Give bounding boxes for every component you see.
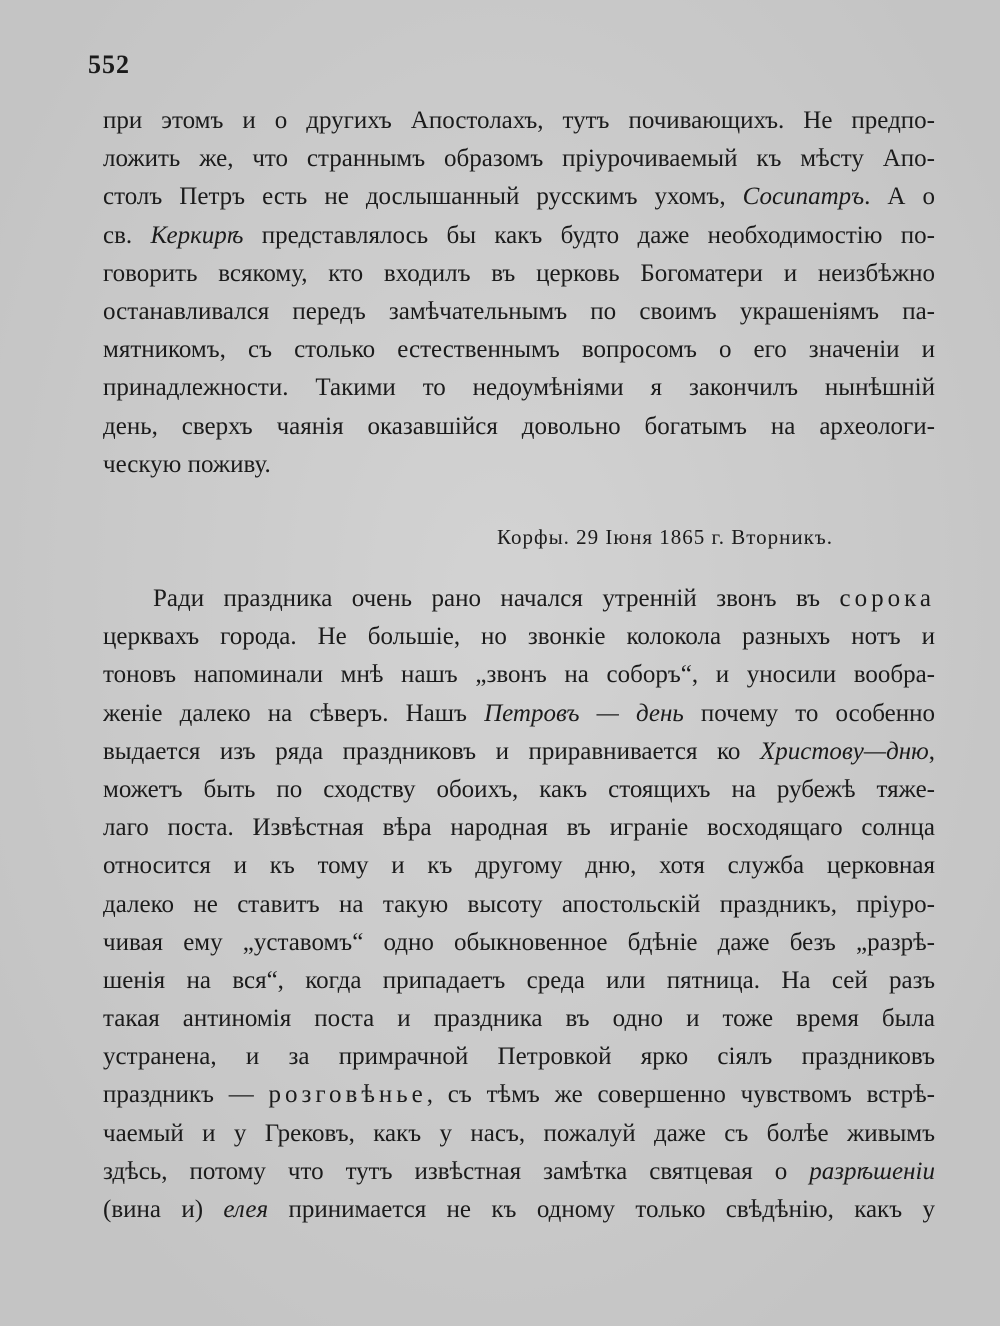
text-line: чаемый и у Грековъ, какъ у насъ, пожалуй даже съ болѣе живымъ: [103, 1119, 935, 1147]
text-line: принадлежности. Такими то недоумѣніями я закончилъ нынѣшній: [103, 374, 935, 402]
text-line: Ради праздника очень рано начался утренній звонъ въ сорока: [153, 585, 935, 612]
text-line: св. Керкирѣ представлялось бы какъ будто даже необходимостію по-: [103, 221, 935, 249]
text-line: женіе далеко на сѣверъ. Нашъ Петровъ — день почему то особенно: [103, 699, 935, 727]
text-line: чивая ему „уставомъ“ одно обыкновенное бдѣніе даже безъ „разрѣ-: [103, 928, 935, 956]
dateline: Корфы. 29 Іюня 1865 г. Вторникъ.: [497, 525, 833, 549]
text-line: устранена, и за примрачной Петровкой ярко сіялъ праздниковъ: [103, 1043, 935, 1071]
text-line: столъ Петръ есть не дослышанный русскимъ ухомъ, Сосипатръ. А о: [103, 183, 935, 211]
italic-phrase: Христову—дню: [759, 737, 929, 765]
italic-word: елея: [223, 1196, 269, 1223]
paragraph-2: [103, 580, 935, 1229]
text-line: день, сверхъ чаянія оказавшійся довольно богатымъ на археологи-: [103, 412, 935, 440]
text-line: тоновъ напоминали мнѣ нашъ „звонъ на соборъ“, и уносили вообра-: [103, 661, 935, 689]
text-line: мятникомъ, съ столько естественнымъ вопросомъ о его значеніи и: [103, 336, 935, 364]
paragraph-1: [103, 102, 935, 484]
text-line: относится и къ тому и къ другому дню, хотя служба церковная: [103, 852, 935, 880]
text-line: ческую поживу.: [103, 450, 271, 478]
text-line: такая антиномія поста и праздника въ одно и тоже время была: [103, 1005, 935, 1033]
italic-name: Керкирѣ: [150, 221, 244, 249]
page-number: 552: [88, 50, 130, 79]
text-line: выдается изъ ряда праздниковъ и приравнивается ко Христову—дню,: [103, 737, 935, 765]
text-line: лаго поста. Извѣстная вѣра народная въ играніе восходящаго солнца: [103, 814, 935, 842]
italic-name: Сосипатръ: [742, 183, 865, 211]
text-line: здѣсь, потому что тутъ извѣстная замѣтка святцевая о разрѣшеніи: [103, 1157, 935, 1185]
text-line: шенія на вся“, когда припадаетъ среда или пятница. На сей разъ: [103, 966, 935, 994]
text-line: (вина и) елея принимается не къ одному только свѣдѣнію, какъ у: [103, 1196, 935, 1223]
spaced-word: сорока: [839, 585, 935, 612]
text-line: можетъ быть по сходству обоихъ, какъ стоящихъ на рубежѣ тяже-: [103, 775, 935, 803]
text-line: ложить же, что страннымъ образомъ пріурочиваемый къ мѣсту Апо-: [103, 145, 935, 173]
spaced-word: розговѣнье: [268, 1081, 427, 1109]
text-line: праздникъ — розговѣнье, съ тѣмъ же совершенно чувствомъ встрѣ-: [103, 1081, 935, 1109]
italic-phrase: Петровъ — день: [484, 699, 684, 727]
text-line: останавливался передъ замѣчательнымъ по своимъ украшеніямъ па-: [103, 297, 935, 325]
text-line: говорить всякому, кто входилъ въ церковь Богоматери и неизбѣжно: [103, 259, 935, 287]
text-line: при этомъ и о другихъ Апостолахъ, тутъ почивающихъ. Не предпо-: [103, 107, 935, 134]
text-line: церквахъ города. Не большіе, но звонкіе колокола разныхъ нотъ и: [103, 623, 935, 651]
italic-word: разрѣшеніи: [809, 1157, 935, 1185]
text-line: далеко не ставитъ на такую высоту апостольскій праздникъ, пріуро-: [103, 890, 935, 918]
